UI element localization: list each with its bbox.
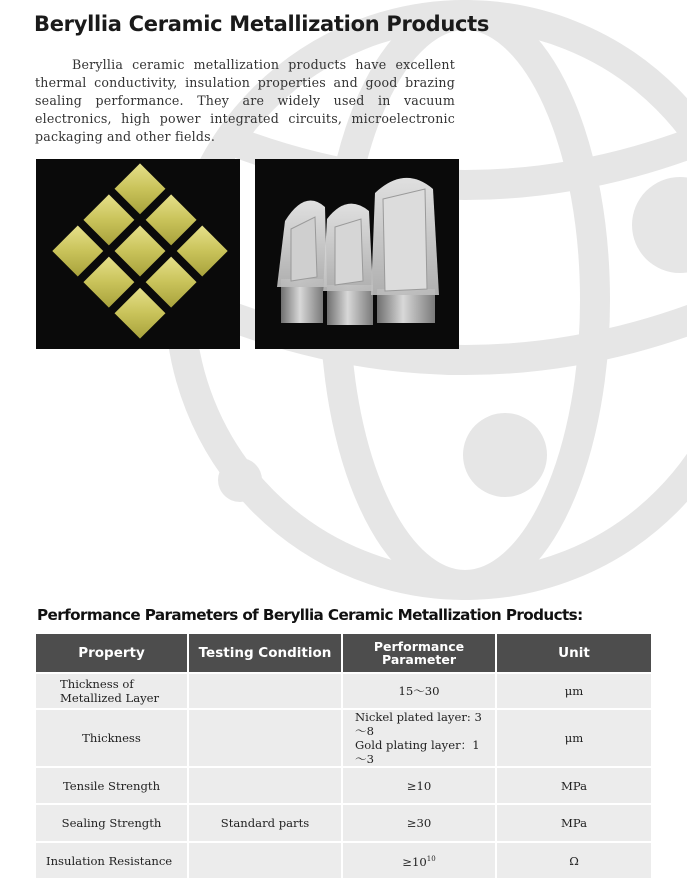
cell-value: ≥30 [343,803,497,841]
metallized-squares-photo [36,159,240,349]
cell-value: ≥10 [343,766,497,803]
value-line2: Gold plating layer：1～3 [355,738,480,766]
header-unit: Unit [497,634,651,672]
performance-parameters-table [36,634,651,878]
page-title: Beryllia Ceramic Metallization Products [34,12,490,36]
table-row [36,708,651,766]
cell-value [343,841,497,878]
table-title: Performance Parameters of Beryllia Ceramic Metallization Products: [37,606,583,624]
table-row [36,803,651,841]
property-line1: Thickness of [60,677,134,691]
cell-condition [189,672,343,708]
cell-condition [189,766,343,803]
cell-property [36,672,189,708]
cell-unit: MPa [497,766,651,803]
header-performance-parameter [343,634,497,672]
cell-value: 15～30 [343,672,497,708]
property-line2: Metallized Layer [60,691,160,705]
value-line1: Nickel plated layer: 3～8 [355,710,482,738]
cell-property: Thickness [36,708,189,766]
intro-paragraph: Beryllia ceramic metallization products have excellent thermal conductivity, insulation properties and good brazing sealing performance. They are widely used in vacuum electronics, high power integrated circuits, microelectronic packaging and other fields. [35,57,455,144]
header-performance-line1: Performance [373,639,465,654]
ceramic-parts-photo [255,159,459,349]
value-exponent: 10 [426,855,436,864]
header-property: Property [36,634,189,672]
table-header-row [36,634,651,672]
table-row [36,766,651,803]
value-base: ≥10 [402,854,427,869]
cell-property: Sealing Strength [36,803,189,841]
cell-property: Insulation Resistance [36,841,189,878]
cell-condition: Standard parts [189,803,343,841]
header-performance-line2: Parameter [382,652,456,667]
cell-condition [189,708,343,766]
cell-unit: μm [497,708,651,766]
table-row [36,841,651,878]
cell-unit: μm [497,672,651,708]
cell-property: Tensile Strength [36,766,189,803]
header-testing-condition: Testing Condition [189,634,343,672]
cell-condition [189,841,343,878]
cell-unit: MPa [497,803,651,841]
table-row [36,672,651,708]
cell-value [343,708,497,766]
cell-unit: Ω [497,841,651,878]
